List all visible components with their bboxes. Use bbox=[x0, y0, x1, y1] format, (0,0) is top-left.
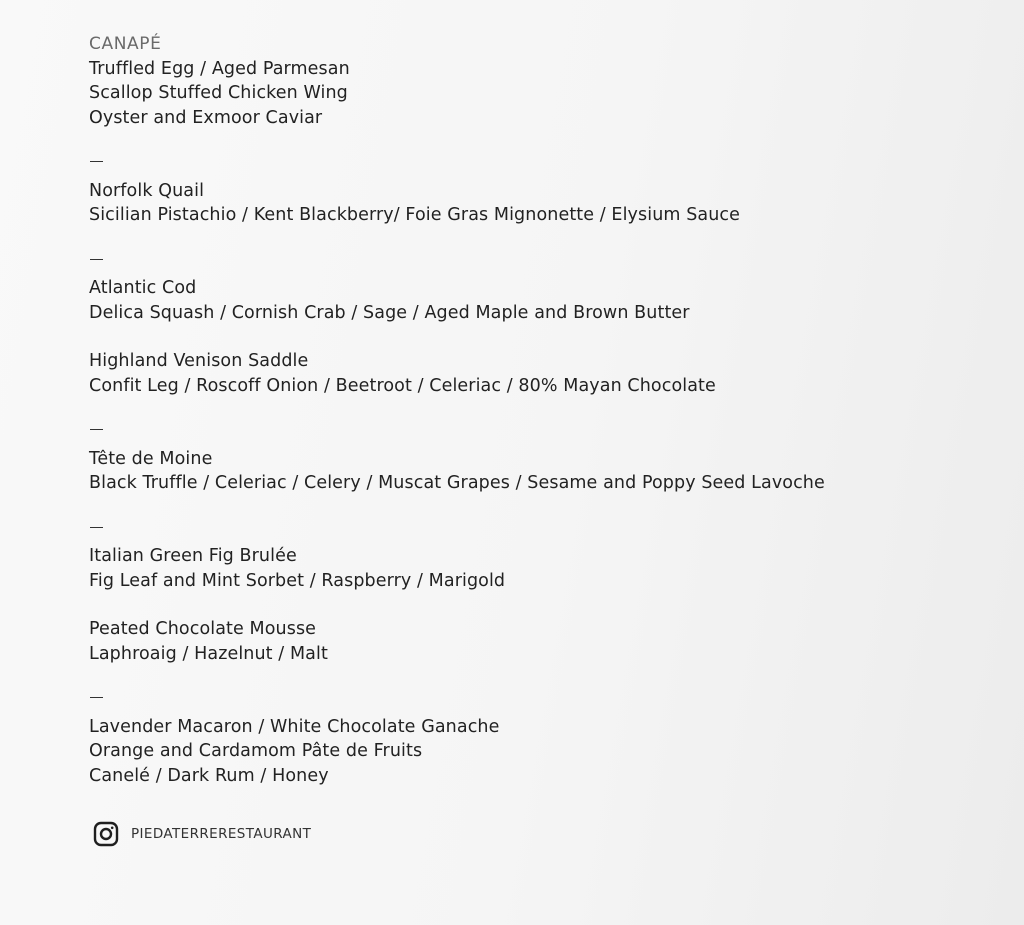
tasting-menu bbox=[89, 32, 989, 788]
canape-item: Truffled Egg / Aged Parmesan bbox=[89, 58, 350, 79]
course-title: Peated Chocolate Mousse bbox=[89, 619, 317, 639]
course-detail: Laphroaig / Hazelnut / Malt bbox=[89, 643, 328, 664]
course-detail: Confit Leg / Roscoff Onion / Beetroot / Celeriac / 80% Mayan Chocolate bbox=[89, 375, 716, 396]
petit-four-item: Canelé / Dark Rum / Honey bbox=[89, 765, 329, 786]
course-divider bbox=[89, 154, 989, 179]
course-title: Highland Venison Saddle bbox=[89, 351, 309, 371]
course-title: Tête de Moine bbox=[89, 448, 213, 469]
course-divider bbox=[89, 520, 989, 545]
canape-heading: CANAPÉ bbox=[89, 34, 162, 54]
course-spacer bbox=[89, 593, 989, 617]
course-detail: Delica Squash / Cornish Crab / Sage / Aged Maple and Brown Butter bbox=[89, 302, 690, 323]
course-detail: Fig Leaf and Mint Sorbet / Raspberry / Marigold bbox=[89, 570, 506, 591]
petit-four-item: Orange and Cardamom Pâte de Fruits bbox=[89, 741, 423, 761]
course-divider bbox=[89, 252, 989, 277]
instagram-handle: PIEDATERRERESTAURANT bbox=[131, 826, 312, 842]
course-spacer bbox=[89, 325, 989, 349]
course-title: Norfolk Quail bbox=[89, 180, 205, 201]
course-detail: Sicilian Pistachio / Kent Blackberry/ Foie Gras Mignonette / Elysium Sauce bbox=[89, 205, 741, 225]
canape-item: Scallop Stuffed Chicken Wing bbox=[89, 83, 348, 103]
course-divider bbox=[89, 690, 989, 715]
petit-four-item: Lavender Macaron / White Chocolate Ganache bbox=[89, 716, 500, 737]
course-title: Italian Green Fig Brulée bbox=[89, 546, 297, 566]
instagram-icon bbox=[93, 821, 119, 847]
course-title: Atlantic Cod bbox=[89, 278, 197, 298]
canape-item: Oyster and Exmoor Caviar bbox=[89, 107, 323, 128]
instagram-credit bbox=[93, 821, 311, 847]
course-divider bbox=[89, 422, 989, 447]
course-detail: Black Truffle / Celeriac / Celery / Muscat Grapes / Sesame and Poppy Seed Lavoche bbox=[89, 473, 825, 493]
